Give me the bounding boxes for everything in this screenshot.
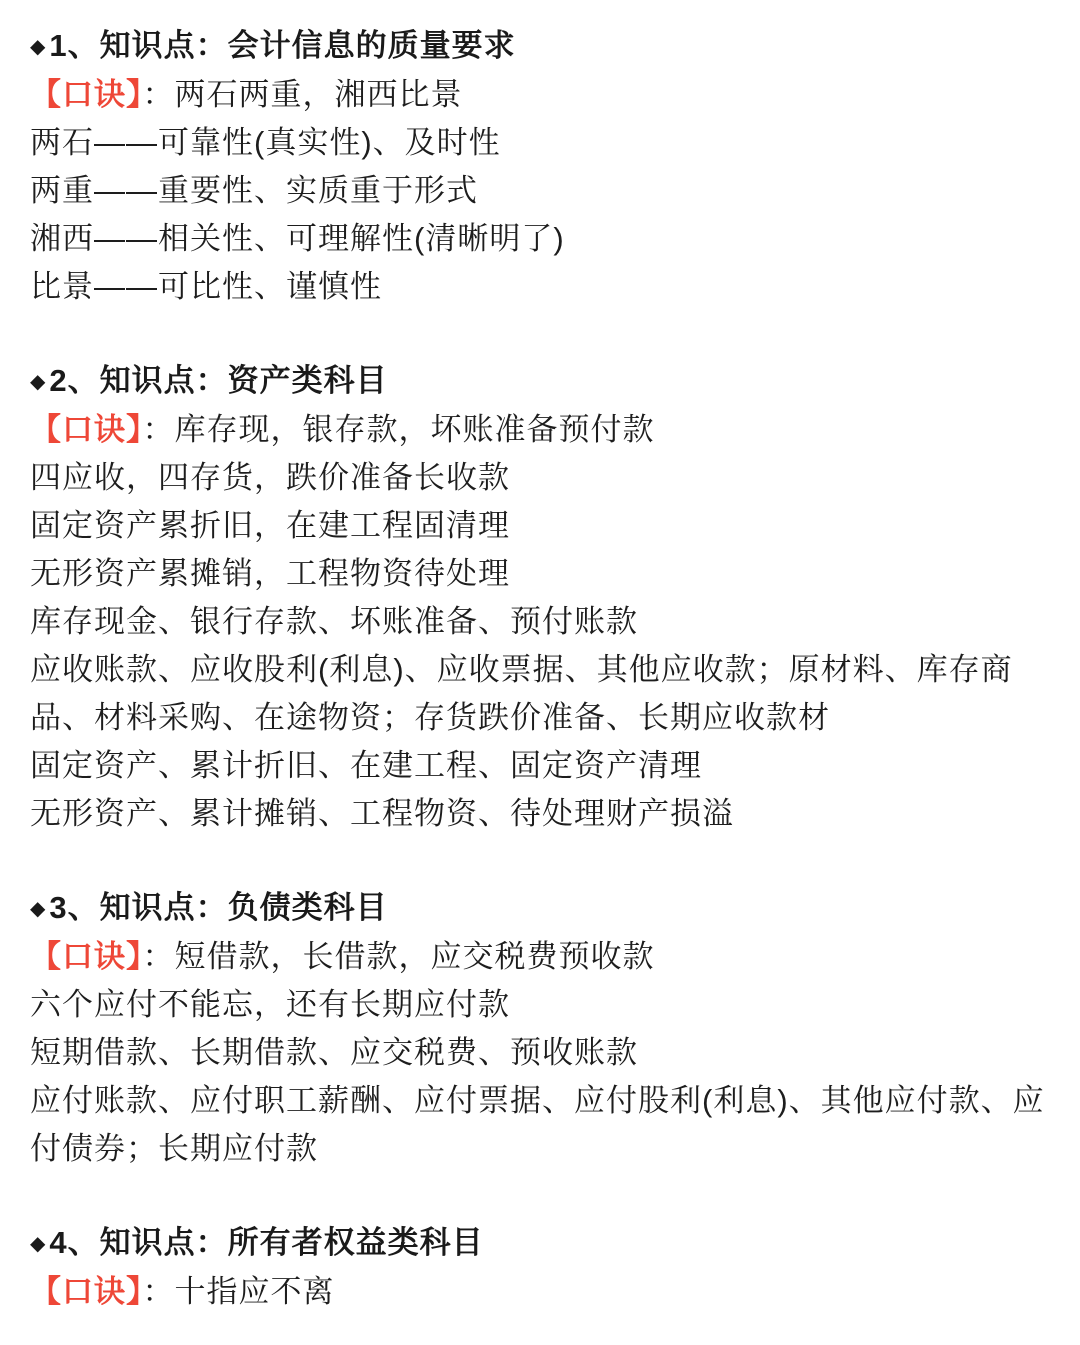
mnemonic-colon: ： xyxy=(142,77,175,112)
koujue-badge: 【口诀】 xyxy=(30,77,143,112)
content-line: 湘西——相关性、可理解性(清晰明了) xyxy=(30,221,565,256)
mnemonic-line xyxy=(30,1268,1050,1316)
section-heading-text: 4、知识点：所有者权益类科目 xyxy=(49,1225,484,1260)
content-line: 六个应付不能忘，还有长期应付款 xyxy=(30,987,510,1022)
content-line: 无形资产累摊销，工程物资待处理 xyxy=(30,556,510,591)
section-heading xyxy=(30,884,1050,933)
content-line: 无形资产、累计摊销、工程物资、待处理财产损溢 xyxy=(30,796,734,831)
content-line: 比景——可比性、谨慎性 xyxy=(30,269,382,304)
mnemonic-line xyxy=(30,71,1050,119)
knowledge-section-1 xyxy=(30,22,1050,311)
content-line: 短期借款、长期借款、应交税费、预收账款 xyxy=(30,1035,638,1070)
koujue-badge: 【口诀】 xyxy=(30,412,143,447)
content-line: 固定资产、累计折旧、在建工程、固定资产清理 xyxy=(30,748,702,783)
content-line: 四应收，四存货，跌价准备长收款 xyxy=(30,460,510,495)
content-line: 库存现金、银行存款、坏账准备、预付账款 xyxy=(30,604,638,639)
koujue-badge: 【口诀】 xyxy=(30,1274,143,1309)
knowledge-section-2 xyxy=(30,357,1050,838)
diamond-bullet-icon: ◆ xyxy=(30,36,47,58)
mnemonic-colon: ： xyxy=(142,412,175,447)
mnemonic-line xyxy=(30,406,1050,454)
mnemonic-colon: ： xyxy=(142,939,175,974)
section-heading-text: 3、知识点：负债类科目 xyxy=(49,890,388,925)
content-line: 固定资产累折旧，在建工程固清理 xyxy=(30,508,510,543)
content-line: 两重——重要性、实质重于形式 xyxy=(30,173,478,208)
section-heading-text: 1、知识点：会计信息的质量要求 xyxy=(49,28,516,63)
mnemonic-colon: ： xyxy=(142,1274,175,1309)
section-heading-text: 2、知识点：资产类科目 xyxy=(49,363,388,398)
diamond-bullet-icon: ◆ xyxy=(30,371,47,393)
content-line: 应付账款、应付职工薪酬、应付票据、应付股利(利息)、其他应付款、应付债券；长期应付款 xyxy=(30,1083,1045,1166)
mnemonic-text: 库存现，银存款，坏账准备预付款 xyxy=(174,412,655,447)
content-line: 两石——可靠性(真实性)、及时性 xyxy=(30,125,501,160)
mnemonic-text: 两石两重，湘西比景 xyxy=(174,77,463,112)
section-heading xyxy=(30,357,1050,406)
knowledge-section-4 xyxy=(30,1219,1050,1316)
section-heading xyxy=(30,1219,1050,1268)
mnemonic-line xyxy=(30,933,1050,981)
section-heading xyxy=(30,22,1050,71)
content-line: 应收账款、应收股利(利息)、应收票据、其他应收款；原材料、库存商品、材料采购、在途物资；存货跌价准备、长期应收款材 xyxy=(30,652,1013,735)
koujue-badge: 【口诀】 xyxy=(30,939,143,974)
diamond-bullet-icon: ◆ xyxy=(30,1233,47,1255)
diamond-bullet-icon: ◆ xyxy=(30,898,47,920)
knowledge-section-3 xyxy=(30,884,1050,1173)
mnemonic-text: 短借款，长借款，应交税费预收款 xyxy=(174,939,655,974)
mnemonic-text: 十指应不离 xyxy=(174,1274,335,1309)
